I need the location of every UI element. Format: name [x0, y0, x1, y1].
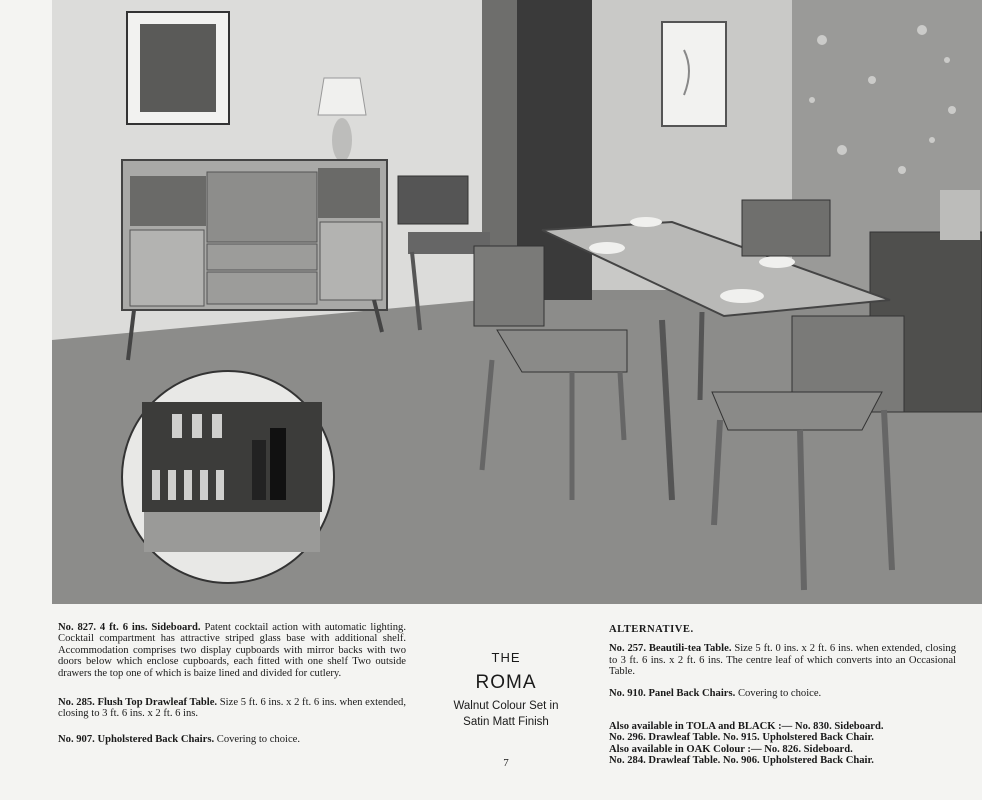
- availability-line-2: No. 296. Drawleaf Table. No. 915. Upholstered Back Chair.: [609, 732, 874, 744]
- alt-table-description: [609, 643, 956, 677]
- alt-table-text: Size 5 ft. 0 ins. x 2 ft. 6 ins. when extended, closing to 3 ft. 6 ins. x 2 ft. 6 ins. The centre leaf of which converts into an Occasional Table.: [609, 643, 956, 678]
- subtitle-line-2: Satin Matt Finish: [463, 716, 549, 728]
- table-title: Flush Top Drawleaf Table.: [97, 697, 218, 709]
- left-description-column: [58, 622, 406, 745]
- alt-chairs-description: [609, 688, 956, 699]
- title-roma: ROMA: [475, 672, 537, 693]
- sideboard-description: [58, 622, 406, 679]
- alt-chairs-number: No. 910.: [609, 687, 646, 699]
- sideboard-number: No. 827.: [58, 622, 97, 633]
- sideboard-text: Patent cocktail action with automatic lighting. Cocktail compartment has attractive striped glass base with additional shelf. Accommodation comprises two display cupboards with mirror backs with two doors below which enclose cupboards, each fitted with one shelf Two outside drawers the top one of which is baize lined and divided for cutlery.: [58, 622, 406, 679]
- availability-block: [609, 721, 956, 767]
- availability-line-1: Also available in TOLA and BLACK :— No. 830. Sideboard.: [609, 721, 884, 733]
- alt-table-number: No. 257.: [609, 643, 646, 655]
- alt-table-title: Beautili-tea Table.: [648, 643, 732, 655]
- availability-line-4: No. 284. Drawleaf Table. No. 906. Upholstered Back Chair.: [609, 755, 874, 767]
- alt-chairs-title: Panel Back Chairs.: [648, 687, 736, 699]
- table-number: No. 285.: [58, 697, 95, 709]
- right-description-column: [609, 624, 956, 767]
- availability-line-3: Also available in OAK Colour :— No. 826. Sideboard.: [609, 743, 853, 755]
- sideboard-title: 4 ft. 6 ins. Sideboard.: [99, 622, 201, 633]
- title-the: THE: [491, 650, 521, 665]
- table-text: Size 5 ft. 6 ins. x 2 ft. 6 ins. when extended, closing to 3 ft. 6 ins. x 2 ft. 6 ins.: [58, 697, 407, 720]
- subtitle-line-1: Walnut Colour Set in: [453, 700, 559, 712]
- chairs-title: Upholstered Back Chairs.: [97, 733, 215, 745]
- chairs-number: No. 907.: [58, 733, 95, 745]
- dining-room-photo: [52, 0, 982, 604]
- table-description: [58, 697, 406, 720]
- page-number: 7: [503, 757, 509, 769]
- chairs-description: [58, 734, 406, 745]
- chairs-text: Covering to choice.: [216, 733, 301, 745]
- dining-room-illustration: [52, 0, 982, 604]
- alternative-heading: ALTERNATIVE.: [609, 624, 694, 635]
- alt-chairs-text: Covering to choice.: [737, 687, 822, 699]
